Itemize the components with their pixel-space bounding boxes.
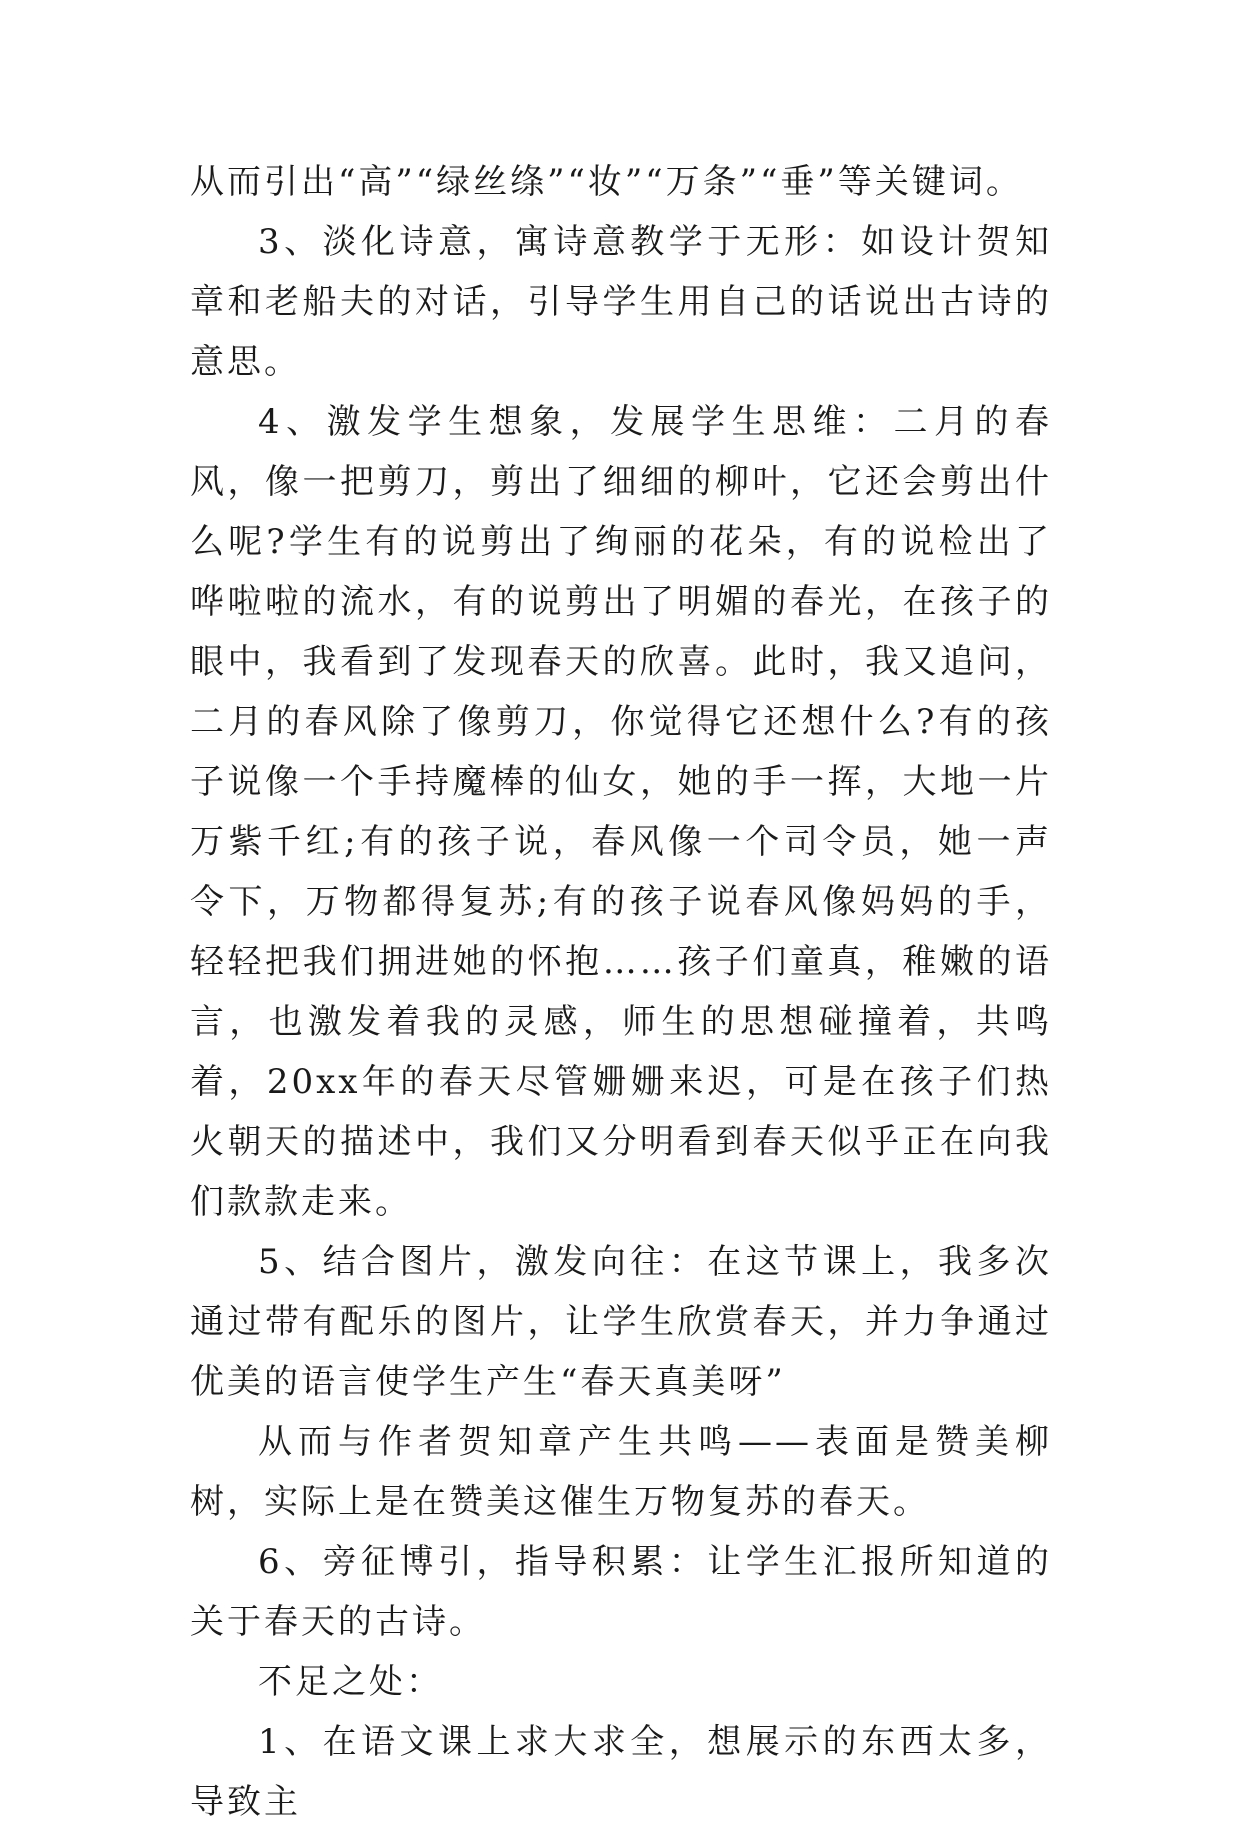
paragraph-point-5: 5、结合图片，激发向往：在这节课上，我多次通过带有配乐的图片，让学生欣赏春天，并力争通过优美的语言使学生产生“春天真美呀” (190, 1242, 1052, 1402)
section-heading-shortcomings: 不足之处： (258, 1662, 443, 1702)
document-body (190, 152, 1052, 1832)
paragraph-continuation: 从而引出“高”“绿丝绦”“妆”“万条”“垂”等关键词。 (190, 162, 1023, 202)
paragraph-resonance: 从而与作者贺知章产生共鸣——表面是赞美柳树，实际上是在赞美这催生万物复苏的春天。 (190, 1422, 1052, 1522)
paragraph-point-4: 4、激发学生想象，发展学生思维：二月的春风，像一把剪刀，剪出了细细的柳叶，它还会剪出什么呢?学生有的说剪出了绚丽的花朵，有的说检出了哗啦啦的流水，有的说剪出了明媚的春光，在孩子的眼中，我看到了发现春天的欣喜。此时，我又追问，二月的春风除了像剪刀，你觉得它还想什么?有的孩子说像一个手持魔棒的仙女，她的手一挥，大地一片万紫千红;有的孩子说，春风像一个司令员，她一声令下，万物都得复苏;有的孩子说春风像妈妈的手，轻轻把我们拥进她的怀抱……孩子们童真，稚嫩的语言，也激发着我的灵感，师生的思想碰撞着，共鸣着，20xx年的春天尽管姗姗来迟，可是在孩子们热火朝天的描述中，我们又分明看到春天似乎正在向我们款款走来。 (190, 402, 1052, 1222)
paragraph-shortcoming-1: 1、在语文课上求大求全，想展示的东西太多，导致主 (190, 1722, 1052, 1822)
paragraph-point-6: 6、旁征博引，指导积累：让学生汇报所知道的关于春天的古诗。 (190, 1542, 1052, 1642)
paragraph-point-3: 3、淡化诗意，寓诗意教学于无形：如设计贺知章和老船夫的对话，引导学生用自己的话说出古诗的意思。 (190, 222, 1052, 382)
